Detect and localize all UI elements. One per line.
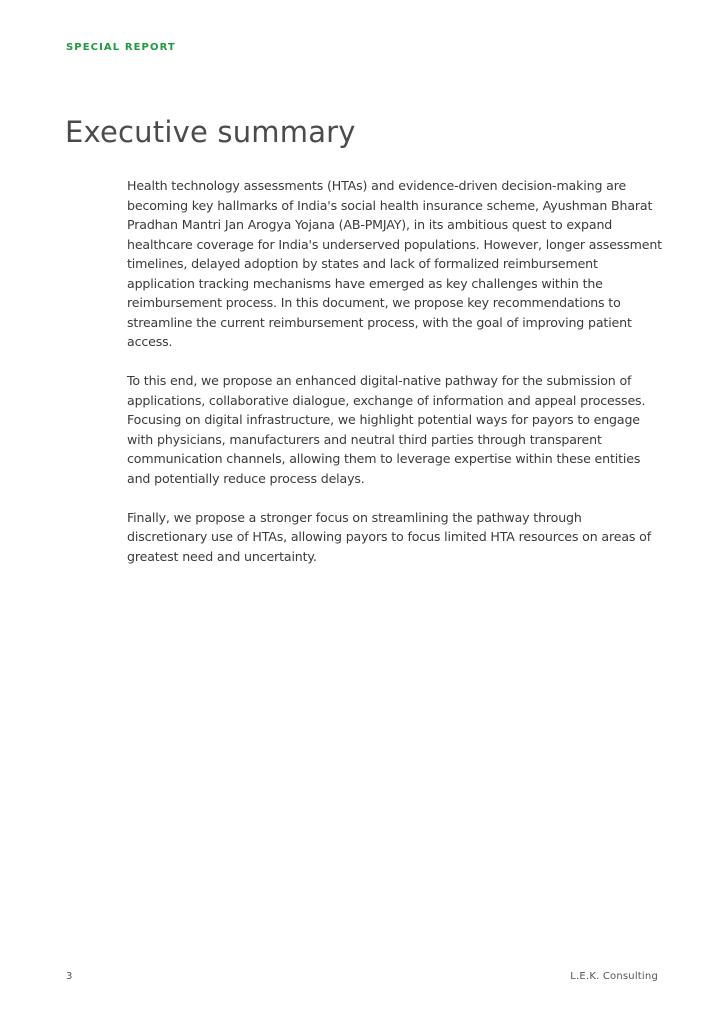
page-number: 3 <box>66 971 73 982</box>
page-title: Executive summary <box>65 115 356 149</box>
paragraph-digital-pathway: To this end, we propose an enhanced digital-native pathway for the submission of applications, collaborative dialogue, exchange of information and appeal processes. Focusing on digital infrastructure, we highlight potential ways for payors to engage with physicians, manufacturers and neutral third parties through transparent communication channels, allowing them to leverage expertise within these entities and potentially reduce process delays. <box>127 373 646 486</box>
paragraph-intro: Health technology assessments (HTAs) and evidence-driven decision-making are becoming key hallmarks of India's social health insurance scheme, Ayushman Bharat Pradhan Mantri Jan Arogya Yojana (AB-PMJAY), in its ambitious quest to expand healthcare coverage for India's underserved populations. However, longer assessment timelines, delayed adoption by states and lack of formalized reimbursement application tracking mechanisms have emerged as key challenges within the reimbursement process. In this document, we propose key recommendations to streamline the current reimbursement process, with the goal of improving patient access. <box>127 178 662 349</box>
body-text <box>127 176 663 586</box>
section-label: SPECIAL REPORT <box>66 42 176 53</box>
footer-brand: L.E.K. Consulting <box>570 971 658 982</box>
paragraph-conclusion: Finally, we propose a stronger focus on streamlining the pathway through discretionary use of HTAs, allowing payors to focus limited HTA resources on areas of greatest need and uncertainty. <box>127 509 651 564</box>
